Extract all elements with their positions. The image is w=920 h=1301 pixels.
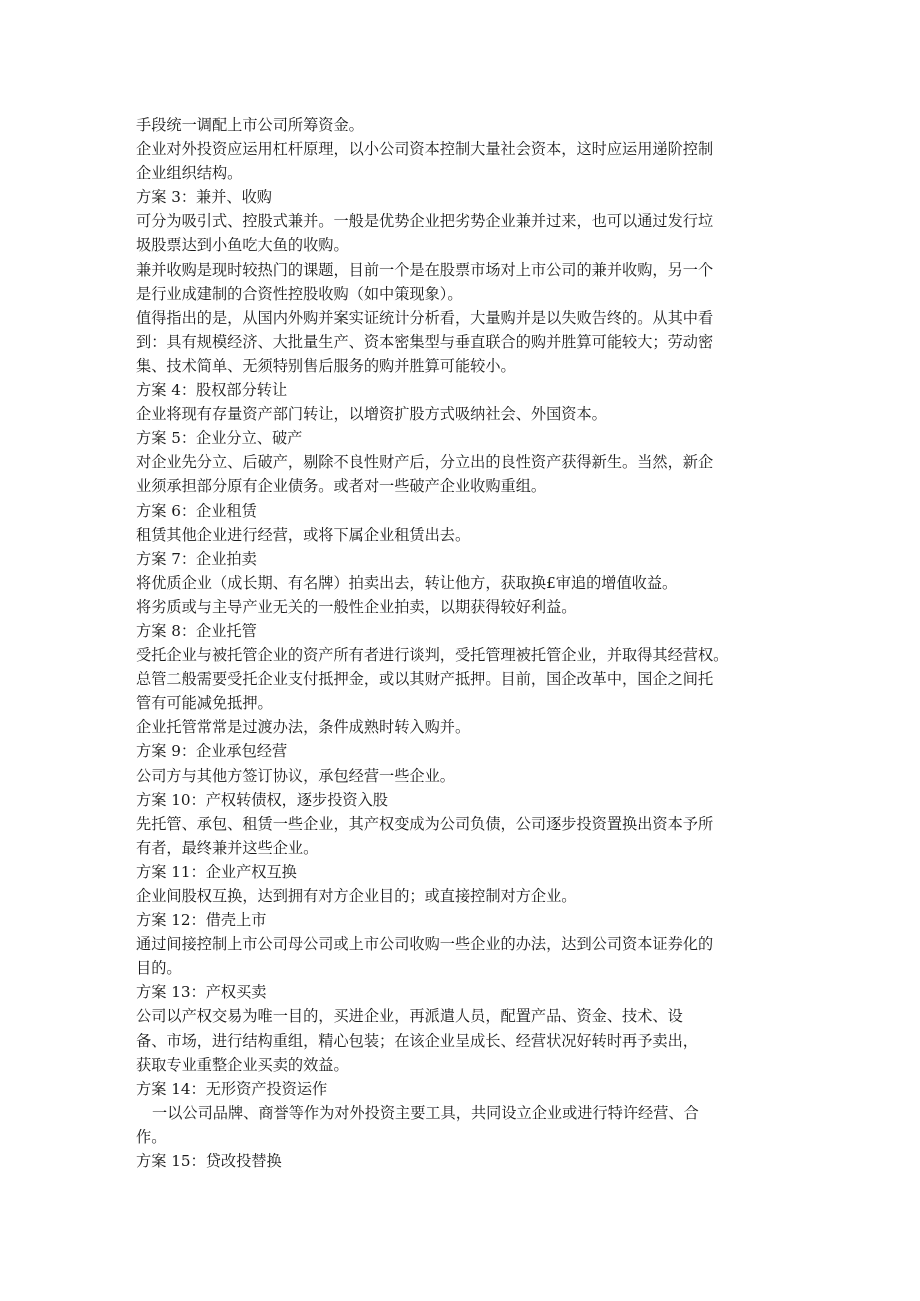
section-heading: 方案 11：企业产权互换 — [136, 862, 297, 881]
text-line: 圾股票达到小鱼吃大鱼的收购。 — [136, 236, 349, 255]
text-line: 总管二般需要受托企业支付抵押金，或以其财产抵押。目前，国企改革中，国企之间托 — [136, 670, 714, 689]
text-line: 目的。 — [136, 959, 182, 978]
text-line: 备、市场，进行结构重组，精心包装；在该企业呈成长、经营状况好转时再予卖出， — [136, 1031, 698, 1050]
text-line: 作。 — [136, 1127, 167, 1146]
text-line: 通过间接控制上市公司母公司或上市公司收购一些企业的办法，达到公司资本证券化的 — [136, 935, 714, 954]
text-line: 一以公司品牌、商誉等作为对外投资主要工具，共同设立企业或进行特许经营、合 — [152, 1103, 699, 1122]
text-line: 公司以产权交易为唯一目的，买进企业，再派遣人员，配置产品、资金、技术、设 — [136, 1007, 683, 1026]
text-line: 业须承担部分原有企业债务。或者对一些破产企业收购重组。 — [136, 477, 547, 496]
section-heading: 方案 3：兼并、收购 — [136, 188, 272, 207]
text-line: 企业组织结构。 — [136, 164, 243, 183]
section-heading: 方案 7：企业拍卖 — [136, 549, 257, 568]
text-line: 将劣质或与主导产业无关的一般性企业拍卖，以期获得较好利益。 — [136, 597, 577, 616]
section-heading: 方案 8：企业托管 — [136, 621, 257, 640]
section-heading: 方案 10：产权转债权，逐步投资入股 — [136, 790, 388, 809]
section-heading: 方案 4：股权部分转让 — [136, 381, 288, 400]
text-line: 获取专业重整企业买卖的效益。 — [136, 1055, 349, 1074]
text-line: 企业托管常常是过渡办法，条件成熟时转入购并。 — [136, 718, 471, 737]
text-line: 可分为吸引式、控股式兼并。一般是优势企业把劣势企业兼并过来，也可以通过发行垃 — [136, 212, 714, 231]
section-heading: 方案 12：借壳上市 — [136, 911, 267, 930]
section-heading: 方案 5：企业分立、破产 — [136, 429, 303, 448]
text-line: 到：具有规模经济、大批量生产、资本密集型与垂直联合的购并胜算可能较大；劳动密 — [136, 332, 714, 351]
text-line: 有者，最终兼并这些企业。 — [136, 838, 319, 857]
text-line: 受托企业与被托管企业的资产所有者进行谈判，受托管理被托管企业，并取得其经营权。 — [136, 646, 729, 665]
section-heading: 方案 13：产权买卖 — [136, 983, 267, 1002]
text-line: 兼并收购是现时较热门的课题，目前一个是在股票市场对上市公司的兼并收购，另一个 — [136, 260, 714, 279]
text-line: 租赁其他企业进行经营，或将下属企业租赁出去。 — [136, 525, 471, 544]
text-line: 将优质企业（成长期、有名牌）拍卖出去，转让他方，获取换£审追的增值收益。 — [136, 573, 678, 592]
text-line: 对企业先分立、后破产，剔除不良性财产后，分立出的良性资产获得新生。当然，新企 — [136, 453, 714, 472]
section-heading: 方案 9：企业承包经营 — [136, 742, 288, 761]
text-line: 是行业成建制的合资性控股收购（如中策现象）。 — [136, 284, 463, 303]
text-line: 值得指出的是，从国内外购并案实证统计分析看，大量购并是以失败告终的。从其中看 — [136, 308, 714, 327]
section-heading: 方案 6：企业租赁 — [136, 501, 257, 520]
text-line: 公司方与其他方签订协议，承包经营一些企业。 — [136, 766, 455, 785]
text-line: 企业对外投资应运用杠杆原理，以小公司资本控制大量社会资本，这时应运用递阶控制 — [136, 140, 714, 159]
section-heading: 方案 14：无形资产投资运作 — [136, 1079, 328, 1098]
text-line: 管有可能减免抵押。 — [136, 694, 273, 713]
section-heading: 方案 15：贷改投替换 — [136, 1152, 282, 1171]
text-line: 企业将现有存量资产部门转让，以增资扩股方式吸纳社会、外国资本。 — [136, 405, 607, 424]
text-line: 企业间股权互换，达到拥有对方企业目的；或直接控制对方企业。 — [136, 887, 577, 905]
text-line: 手段统一调配上市公司所筹资金。 — [136, 116, 364, 134]
document-body — [136, 113, 786, 1173]
text-line: 先托管、承包、租赁一些企业，其产权变成为公司负债，公司逐步投资置换出资本予所 — [136, 814, 714, 833]
text-line: 集、技术简单、无须特别售后服务的购并胜算可能较小。 — [136, 356, 516, 375]
